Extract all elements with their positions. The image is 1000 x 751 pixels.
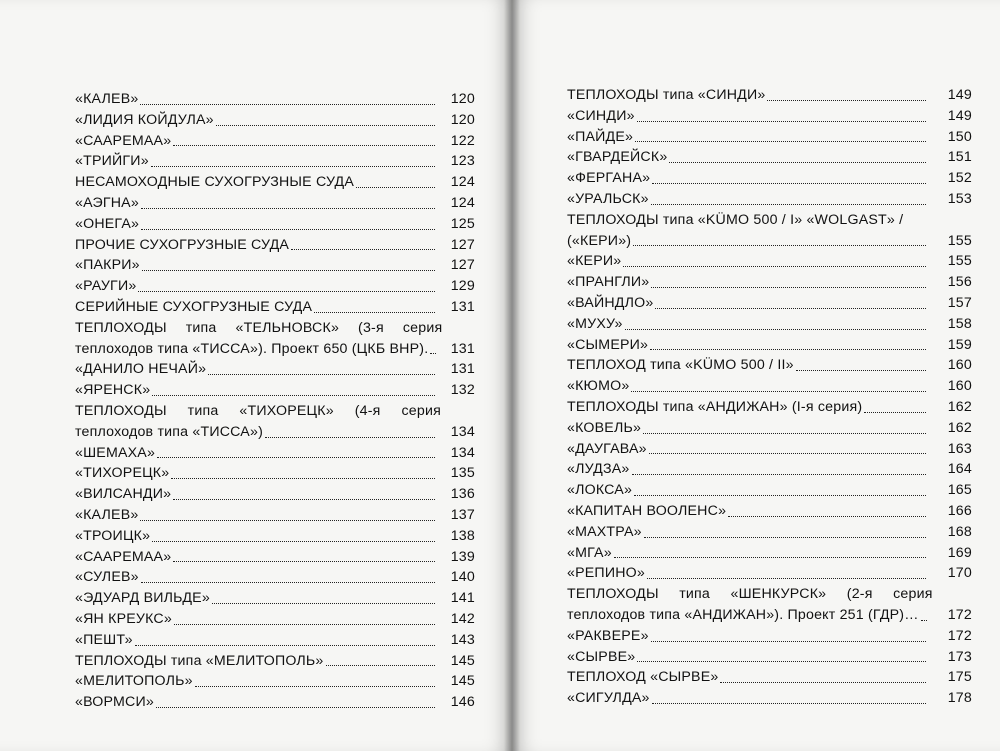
entry-title-word: (4-я xyxy=(354,402,381,419)
dot-leader xyxy=(171,478,435,479)
page-number: 124 xyxy=(450,174,475,191)
entry-title-word: серия xyxy=(893,586,933,603)
entry-title: «ТРИЙГИ» xyxy=(75,153,149,170)
page-number: 135 xyxy=(450,465,475,482)
page-number: 155 xyxy=(947,232,972,249)
toc-entry xyxy=(75,463,475,484)
entry-title: НЕСАМОХОДНЫЕ СУХОГРУЗНЫЕ СУДА xyxy=(75,174,355,191)
page-number: 149 xyxy=(947,107,972,124)
dot-leader xyxy=(138,291,435,292)
entry-title: «ЭДУАРД ВИЛЬДЕ» xyxy=(75,590,210,607)
page-number: 134 xyxy=(450,423,475,440)
toc-entry xyxy=(75,588,475,609)
page-number: 127 xyxy=(450,236,475,253)
toc-entry xyxy=(75,89,475,110)
dot-leader xyxy=(174,624,435,625)
dot-leader xyxy=(314,312,435,313)
entry-title-word: ТЕПЛОХОДЫ xyxy=(567,586,659,603)
toc-entry-multiline xyxy=(75,401,475,443)
page-number: 146 xyxy=(450,694,475,711)
entry-title: «МЕЛИТОПОЛЬ» xyxy=(75,673,193,690)
page-number: 123 xyxy=(450,153,475,170)
entry-title: «КОВЕЛЬ» xyxy=(567,419,642,436)
page-number: 160 xyxy=(947,378,972,395)
page-number: 169 xyxy=(947,544,972,561)
dot-leader xyxy=(173,145,435,146)
page-number: 122 xyxy=(450,132,475,149)
dot-leader xyxy=(212,603,435,604)
table-of-contents-left xyxy=(75,89,475,713)
dot-leader xyxy=(135,645,435,646)
dot-leader xyxy=(643,433,926,434)
dot-leader xyxy=(647,578,926,579)
dot-leader xyxy=(614,557,926,558)
page-number: 132 xyxy=(450,382,475,399)
dot-leader xyxy=(216,125,435,126)
entry-title: «РЕПИНО» xyxy=(567,565,645,582)
entry-title: «МУХУ» xyxy=(567,315,623,332)
dot-leader xyxy=(356,187,435,188)
entry-title: «ШЕМАХА» xyxy=(75,444,156,461)
toc-entry xyxy=(75,131,475,152)
entry-title: «СУЛЕВ» xyxy=(75,569,139,586)
dot-leader xyxy=(142,270,435,271)
toc-entry xyxy=(75,609,475,630)
dot-leader xyxy=(152,541,435,542)
toc-entry xyxy=(75,526,475,547)
entry-title: «РАУГИ» xyxy=(75,278,137,295)
page-number: 160 xyxy=(947,357,972,374)
toc-entry xyxy=(567,376,972,397)
dot-leader xyxy=(651,641,926,642)
toc-entry xyxy=(75,547,475,568)
dot-leader xyxy=(637,121,926,122)
toc-entry xyxy=(75,297,475,318)
entry-title: «УРАЛЬСК» xyxy=(567,190,649,207)
toc-entry xyxy=(75,255,475,276)
dot-leader xyxy=(796,370,926,371)
entry-title-line2: («КЕРИ») xyxy=(567,232,632,249)
dot-leader xyxy=(728,516,926,517)
toc-entry xyxy=(567,127,972,148)
entry-title: «ЛУДЗА» xyxy=(567,461,630,478)
toc-entry xyxy=(567,147,972,168)
entry-title-word: ТЕПЛОХОДЫ xyxy=(75,402,167,419)
entry-title-word: типа xyxy=(187,402,219,419)
entry-title: «КАЛЕВ» xyxy=(75,91,139,107)
toc-entry xyxy=(567,106,972,127)
right-page xyxy=(512,0,1000,751)
page-number: 142 xyxy=(450,610,475,627)
page-number: 145 xyxy=(450,673,475,690)
page-number: 136 xyxy=(450,486,475,503)
entry-title: «СИНДИ» xyxy=(567,107,635,124)
toc-entry xyxy=(567,418,972,439)
toc-entry-multiline xyxy=(567,210,972,252)
dot-leader xyxy=(637,661,926,662)
book-gutter xyxy=(504,0,520,751)
dot-leader xyxy=(651,287,926,288)
entry-title: «ВИЛСАНДИ» xyxy=(75,486,172,503)
entry-title: «ЯРЕНСК» xyxy=(75,382,151,399)
entry-title: «ЛОКСА» xyxy=(567,482,633,499)
page-number: 165 xyxy=(947,482,972,499)
page-number: 173 xyxy=(947,648,972,665)
page-number: 152 xyxy=(947,170,972,187)
page-number: 141 xyxy=(450,590,475,607)
entry-title: СЕРИЙНЫЕ СУХОГРУЗНЫЕ СУДА xyxy=(75,298,313,315)
dot-leader xyxy=(649,453,926,454)
toc-entry xyxy=(75,484,475,505)
dot-leader xyxy=(631,391,926,392)
dot-leader xyxy=(152,395,435,396)
page-number: 175 xyxy=(947,669,972,686)
entry-title-line2: теплоходов типа «ТИССА») xyxy=(75,423,263,440)
page-number: 170 xyxy=(947,565,972,582)
toc-entry xyxy=(567,397,972,418)
dot-leader xyxy=(265,437,435,438)
toc-entry xyxy=(75,692,475,713)
page-number: 178 xyxy=(947,690,972,707)
dot-leader xyxy=(195,686,435,687)
dot-leader xyxy=(635,141,926,142)
dot-leader xyxy=(650,349,926,350)
entry-title-word: (2-я xyxy=(846,586,873,603)
toc-entry xyxy=(567,647,972,668)
entry-title: «ЯН КРЕУКС» xyxy=(75,610,172,627)
entry-title: «ДАНИЛО НЕЧАЙ» xyxy=(75,361,207,378)
dot-leader xyxy=(157,457,435,458)
toc-entry-multiline xyxy=(75,318,475,360)
page-number: 164 xyxy=(947,461,972,478)
page-number: 140 xyxy=(450,569,475,586)
entry-title: «СЫМЕРИ» xyxy=(567,336,649,353)
page-number: 125 xyxy=(450,215,475,232)
toc-entry-multiline xyxy=(567,584,972,626)
toc-entry xyxy=(75,193,475,214)
toc-entry xyxy=(567,688,972,709)
entry-title: «СААРЕМАА» xyxy=(75,132,172,149)
page-number: 143 xyxy=(450,631,475,648)
page-number: 134 xyxy=(450,444,475,461)
entry-title: «ПЕШТ» xyxy=(75,631,133,648)
toc-entry xyxy=(567,189,972,210)
page-number: 151 xyxy=(947,149,972,166)
toc-entry xyxy=(567,251,972,272)
page-number: 120 xyxy=(450,111,475,128)
entry-title: «РАКВЕРЕ» xyxy=(567,627,649,644)
toc-entry xyxy=(75,443,475,464)
dot-leader xyxy=(632,474,926,475)
entry-title-word: серия xyxy=(401,402,441,419)
entry-title: «МАХТРА» xyxy=(567,523,642,540)
dot-leader xyxy=(326,665,435,666)
page-number: 163 xyxy=(947,440,972,457)
dot-leader xyxy=(921,620,927,621)
entry-title-word: «ТЕЛЬНОВСК» xyxy=(235,319,340,336)
dot-leader xyxy=(141,208,435,209)
toc-entry xyxy=(75,630,475,651)
entry-title: «ПАКРИ» xyxy=(75,257,140,274)
entry-title: «КАПИТАН ВООЛЕНС» xyxy=(567,502,727,519)
page-number: 155 xyxy=(947,253,972,270)
toc-entry xyxy=(75,380,475,401)
toc-entry xyxy=(567,501,972,522)
dot-leader xyxy=(141,229,435,230)
page-number: 156 xyxy=(947,274,972,291)
entry-title-word: «ТИХОРЕЦК» xyxy=(239,402,334,419)
page-number: 159 xyxy=(947,336,972,353)
toc-entry xyxy=(75,235,475,256)
entry-title: «СИГУЛДА» xyxy=(567,690,650,707)
entry-title: «ВАЙНДЛО» xyxy=(567,294,654,311)
page-number: 168 xyxy=(947,523,972,540)
toc-entry xyxy=(567,667,972,688)
table-of-contents-right xyxy=(567,85,972,709)
entry-title: «МГА» xyxy=(567,544,612,561)
dot-leader xyxy=(633,245,926,246)
page-number: 131 xyxy=(450,340,475,357)
entry-title: «СЫРВЕ» xyxy=(567,648,636,665)
page-number: 162 xyxy=(947,398,972,415)
dot-leader xyxy=(151,166,435,167)
dot-leader xyxy=(634,495,926,496)
toc-entry xyxy=(567,522,972,543)
toc-entry xyxy=(567,459,972,480)
toc-entry xyxy=(567,314,972,335)
page-number: 129 xyxy=(450,278,475,295)
page-number: 137 xyxy=(450,506,475,523)
page-number: 157 xyxy=(947,294,972,311)
page-number: 139 xyxy=(450,548,475,565)
entry-title-word: «ШЕНКУРСК» xyxy=(730,586,827,603)
entry-title: ТЕПЛОХОД «СЫРВЕ» xyxy=(567,669,719,686)
page-number: 131 xyxy=(450,361,475,378)
entry-title: «ДАУГАВА» xyxy=(567,440,647,457)
toc-entry xyxy=(567,439,972,460)
dot-leader xyxy=(623,266,926,267)
entry-title: «ЛИДИЯ КОЙДУЛА» xyxy=(75,111,214,128)
toc-entry xyxy=(75,651,475,672)
toc-entry xyxy=(75,214,475,235)
page-number: 150 xyxy=(947,128,972,145)
dot-leader xyxy=(173,499,435,500)
dot-leader xyxy=(669,162,926,163)
toc-entry xyxy=(567,355,972,376)
entry-title-word: ТЕПЛОХОДЫ xyxy=(75,319,167,336)
dot-leader xyxy=(141,582,435,583)
entry-title: «ВОРМСИ» xyxy=(75,694,154,711)
page-number: 166 xyxy=(947,502,972,519)
entry-title-word: серия xyxy=(402,319,443,336)
page-number: 138 xyxy=(450,527,475,544)
entry-title: ТЕПЛОХОДЫ типа «МЕЛИТОПОЛЬ» xyxy=(75,652,324,669)
toc-entry xyxy=(567,626,972,647)
toc-entry xyxy=(75,505,475,526)
dot-leader xyxy=(720,682,926,683)
page-number: 120 xyxy=(450,91,475,107)
toc-entry xyxy=(567,272,972,293)
page-number: 162 xyxy=(947,419,972,436)
page-number: 145 xyxy=(450,652,475,669)
dot-leader xyxy=(208,374,435,375)
dot-leader xyxy=(655,308,926,309)
page-number: 172 xyxy=(947,606,972,623)
dot-leader xyxy=(767,100,926,101)
entry-title-word: типа xyxy=(679,586,711,603)
dot-leader xyxy=(644,537,926,538)
entry-title-line2: теплоходов типа «АНДИЖАН»). Проект 251 (ГДР)… xyxy=(567,606,919,623)
page-number: 158 xyxy=(947,315,972,332)
dot-leader xyxy=(291,249,435,250)
toc-entry xyxy=(75,110,475,131)
dot-leader xyxy=(156,707,435,708)
toc-entry xyxy=(75,172,475,193)
toc-entry xyxy=(75,567,475,588)
dot-leader xyxy=(430,353,436,354)
toc-entry xyxy=(75,359,475,380)
entry-title: «ТРОИЦК» xyxy=(75,527,151,544)
entry-title: «ОНЕГА» xyxy=(75,215,140,232)
entry-title: «КАЛЕВ» xyxy=(75,506,139,523)
entry-title: «ПАЙДЕ» xyxy=(567,128,634,145)
entry-title-line2: теплоходов типа «ТИССА»). Проект 650 (ЦКБ ВНР). xyxy=(75,340,429,357)
page-number: 131 xyxy=(450,298,475,315)
entry-title: «ГВАРДЕЙСК» xyxy=(567,149,668,166)
entry-title: ТЕПЛОХОДЫ типа «АНДИЖАН» (I-я серия) xyxy=(567,398,863,415)
entry-title: «ФЕРГАНА» xyxy=(567,170,651,187)
dot-leader xyxy=(651,204,926,205)
dot-leader xyxy=(140,520,435,521)
page-number: 172 xyxy=(947,627,972,644)
page-number: 153 xyxy=(947,190,972,207)
dot-leader xyxy=(625,329,926,330)
entry-title: ПРОЧИЕ СУХОГРУЗНЫЕ СУДА xyxy=(75,236,290,253)
toc-entry xyxy=(567,335,972,356)
toc-entry xyxy=(567,293,972,314)
dot-leader xyxy=(652,183,926,184)
entry-title: «ТИХОРЕЦК» xyxy=(75,465,170,482)
dot-leader xyxy=(864,412,926,413)
toc-entry xyxy=(567,543,972,564)
toc-entry xyxy=(567,480,972,501)
entry-title: «АЭГНА» xyxy=(75,194,139,211)
toc-entry xyxy=(75,151,475,172)
toc-entry xyxy=(567,563,972,584)
dot-leader xyxy=(652,703,926,704)
toc-entry xyxy=(567,168,972,189)
entry-title: «КЮМО» xyxy=(567,378,630,395)
entry-title: «КЕРИ» xyxy=(567,253,622,270)
page-number: 127 xyxy=(450,257,475,274)
entry-title: «ПРАНГЛИ» xyxy=(567,274,650,291)
entry-title: ТЕПЛОХОД типа «KÜMO 500 / II» xyxy=(567,357,794,374)
toc-entry xyxy=(75,671,475,692)
page-number: 124 xyxy=(450,194,475,211)
entry-title: «СААРЕМАА» xyxy=(75,548,172,565)
entry-title-line1: ТЕПЛОХОДЫ типа «KÜMO 500 / I» «WOLGAST» / xyxy=(567,211,904,228)
entry-title-word: типа xyxy=(185,319,217,336)
toc-entry xyxy=(75,276,475,297)
toc-entry xyxy=(567,85,972,106)
dot-leader xyxy=(140,104,435,105)
entry-title-word: (3-я xyxy=(358,319,384,336)
entry-title: ТЕПЛОХОДЫ типа «СИНДИ» xyxy=(567,87,766,103)
dot-leader xyxy=(173,561,435,562)
page-number: 149 xyxy=(947,87,972,103)
